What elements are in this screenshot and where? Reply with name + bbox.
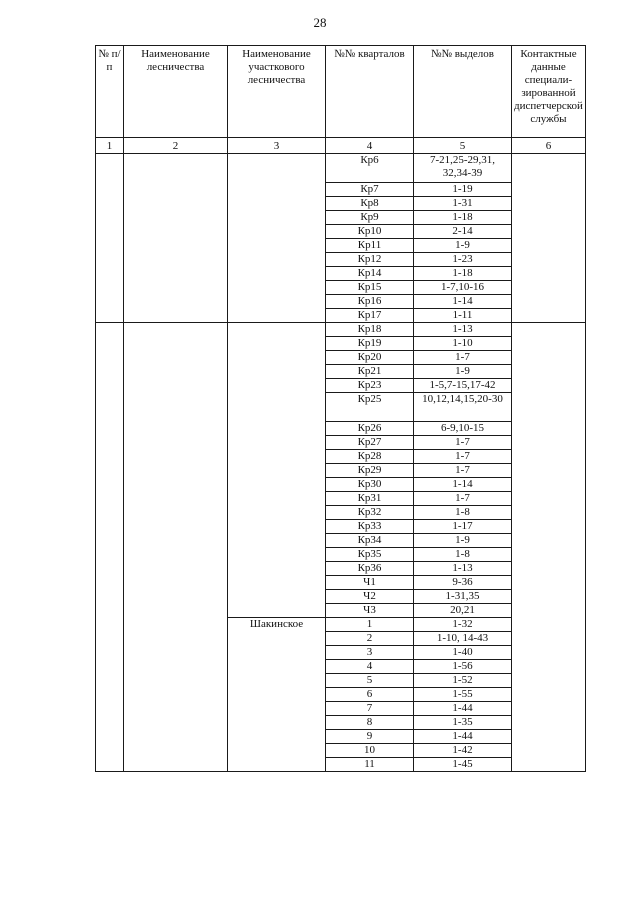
allotment-cell: 1-13 xyxy=(414,562,512,576)
allotment-cell: 1-18 xyxy=(414,211,512,225)
quarter-cell: Ч2 xyxy=(326,590,414,604)
quarter-cell: Кр15 xyxy=(326,281,414,295)
contacts-cell xyxy=(512,154,586,323)
allotment-cell: 1-10 xyxy=(414,337,512,351)
allotment-cell: 1-40 xyxy=(414,646,512,660)
allotment-cell: 1-9 xyxy=(414,239,512,253)
quarter-cell: Кр20 xyxy=(326,351,414,365)
quarter-cell: 5 xyxy=(326,674,414,688)
header-forestry-name: Наименование лесничества xyxy=(124,46,228,138)
quarter-cell: Кр16 xyxy=(326,295,414,309)
quarter-cell: Кр6 xyxy=(326,154,414,183)
quarter-cell: Кр21 xyxy=(326,365,414,379)
quarter-cell: 1 xyxy=(326,618,414,632)
district-forestry-cell xyxy=(228,154,326,323)
allotment-cell: 1-7 xyxy=(414,351,512,365)
quarter-cell: 9 xyxy=(326,730,414,744)
quarter-cell: Кр34 xyxy=(326,534,414,548)
quarter-cell: Кр23 xyxy=(326,379,414,393)
allotment-cell: 1-44 xyxy=(414,730,512,744)
allotment-cell: 1-14 xyxy=(414,295,512,309)
quarter-cell: Кр19 xyxy=(326,337,414,351)
quarter-cell: Кр33 xyxy=(326,520,414,534)
allotment-cell: 1-7,10-16 xyxy=(414,281,512,295)
quarter-cell: Кр9 xyxy=(326,211,414,225)
district-forestry-cell xyxy=(228,323,326,618)
allotment-cell: 1-7 xyxy=(414,450,512,464)
contacts-cell xyxy=(512,323,586,772)
allotment-cell: 1-7 xyxy=(414,492,512,506)
allotment-cell: 1-8 xyxy=(414,506,512,520)
allotment-cell: 1-7 xyxy=(414,436,512,450)
quarter-cell: Кр12 xyxy=(326,253,414,267)
quarter-cell: 10 xyxy=(326,744,414,758)
quarter-cell: 11 xyxy=(326,758,414,772)
allotment-cell: 1-11 xyxy=(414,309,512,323)
allotment-cell: 1-35 xyxy=(414,716,512,730)
allotment-cell: 1-8 xyxy=(414,548,512,562)
column-number: 1 xyxy=(96,138,124,154)
quarter-cell: 4 xyxy=(326,660,414,674)
table-row xyxy=(96,323,586,337)
allotment-cell: 2-14 xyxy=(414,225,512,239)
quarter-cell: Кр8 xyxy=(326,197,414,211)
allotment-cell: 1-17 xyxy=(414,520,512,534)
column-number: 3 xyxy=(228,138,326,154)
allotment-cell: 1-23 xyxy=(414,253,512,267)
quarter-cell: Кр29 xyxy=(326,464,414,478)
quarter-cell: Кр26 xyxy=(326,422,414,436)
quarter-cell: Кр10 xyxy=(326,225,414,239)
quarter-cell: Кр17 xyxy=(326,309,414,323)
allotment-cell: 1-10, 14-43 xyxy=(414,632,512,646)
forestry-table xyxy=(95,45,586,772)
district-forestry-cell: Шакинское xyxy=(228,618,326,772)
header-district-forestry-name: Наименование участкового лесничества xyxy=(228,46,326,138)
allotment-cell: 7-21,25-29,31, 32,34-39 xyxy=(414,154,512,183)
quarter-cell: Ч1 xyxy=(326,576,414,590)
quarter-cell: Кр25 xyxy=(326,393,414,422)
allotment-cell: 1-5,7-15,17-42 xyxy=(414,379,512,393)
allotment-cell: 1-55 xyxy=(414,688,512,702)
allotment-cell: 1-42 xyxy=(414,744,512,758)
allotment-cell: 6-9,10-15 xyxy=(414,422,512,436)
quarter-cell: Кр18 xyxy=(326,323,414,337)
quarter-cell: Кр31 xyxy=(326,492,414,506)
allotment-cell: 1-31,35 xyxy=(414,590,512,604)
column-number: 5 xyxy=(414,138,512,154)
allotment-cell: 1-31 xyxy=(414,197,512,211)
allotment-cell: 1-32 xyxy=(414,618,512,632)
quarter-cell: Кр14 xyxy=(326,267,414,281)
allotment-cell: 20,21 xyxy=(414,604,512,618)
quarter-cell: Кр35 xyxy=(326,548,414,562)
quarter-cell: 6 xyxy=(326,688,414,702)
allotment-cell: 9-36 xyxy=(414,576,512,590)
quarter-cell: Кр32 xyxy=(326,506,414,520)
table-body xyxy=(96,154,586,772)
header-quarters: №№ кварталов xyxy=(326,46,414,138)
number-cell xyxy=(96,323,124,772)
number-cell xyxy=(96,154,124,323)
forestry-name-cell xyxy=(124,323,228,772)
column-number: 4 xyxy=(326,138,414,154)
allotment-cell: 1-9 xyxy=(414,365,512,379)
column-number: 2 xyxy=(124,138,228,154)
header-row xyxy=(96,46,586,138)
quarter-cell: Кр7 xyxy=(326,183,414,197)
allotment-cell: 1-56 xyxy=(414,660,512,674)
allotment-cell: 1-44 xyxy=(414,702,512,716)
allotment-cell: 1-13 xyxy=(414,323,512,337)
quarter-cell: Ч3 xyxy=(326,604,414,618)
quarter-cell: Кр11 xyxy=(326,239,414,253)
quarter-cell: 7 xyxy=(326,702,414,716)
allotment-cell: 1-45 xyxy=(414,758,512,772)
allotment-cell: 1-18 xyxy=(414,267,512,281)
allotment-cell: 1-14 xyxy=(414,478,512,492)
allotment-cell: 1-9 xyxy=(414,534,512,548)
forestry-name-cell xyxy=(124,154,228,323)
allotment-cell: 1-7 xyxy=(414,464,512,478)
header-contacts: Контактные данные специали-зированной диспетчерской службы xyxy=(512,46,586,138)
column-number-row xyxy=(96,138,586,154)
column-number: 6 xyxy=(512,138,586,154)
page-number: 28 xyxy=(313,15,327,30)
quarter-cell: Кр30 xyxy=(326,478,414,492)
quarter-cell: 2 xyxy=(326,632,414,646)
allotment-cell: 10,12,14,15,20-30 xyxy=(414,393,512,422)
allotment-cell: 1-19 xyxy=(414,183,512,197)
header-number: № п/п xyxy=(96,46,124,138)
quarter-cell: Кр36 xyxy=(326,562,414,576)
table-row xyxy=(96,154,586,183)
quarter-cell: 3 xyxy=(326,646,414,660)
allotment-cell: 1-52 xyxy=(414,674,512,688)
header-allotments: №№ выделов xyxy=(414,46,512,138)
quarter-cell: Кр27 xyxy=(326,436,414,450)
quarter-cell: 8 xyxy=(326,716,414,730)
quarter-cell: Кр28 xyxy=(326,450,414,464)
